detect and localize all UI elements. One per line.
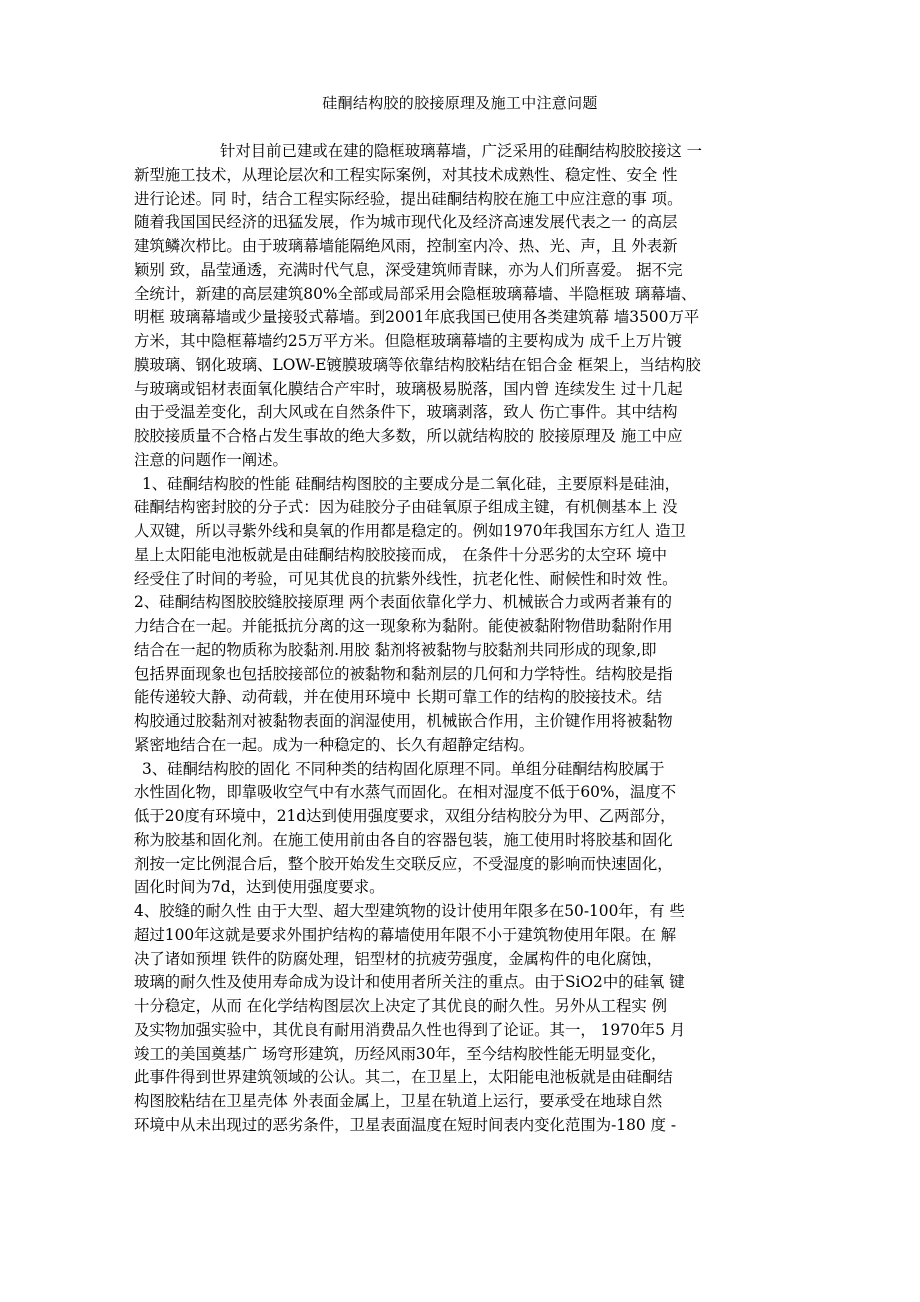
body-line: 环境中从未出现过的恶劣条件，卫星表面温度在短时间表内变化范围为-180 度 - (134, 1115, 677, 1134)
body-line: 针对目前已建或在建的隐框玻璃幕墙，广泛采用的硅酮结构胶胶接这 一 (220, 142, 703, 160)
body-line: 星上太阳能电池板就是由硅酮结构胶胶接而成， 在条件十分恶劣的太空环 境中 (134, 545, 668, 564)
body-line: 进行论述。同 时，结合工程实际经验，提出硅酮结构胶在施工中应注意的事 项。 (134, 189, 683, 208)
body-line: 硅酮结构密封胶的分子式：因为硅胶分子由硅氧原子组成主键，有机侧基本上 没 (134, 498, 678, 517)
body-line: 剂按一定比例混合后，整个胶开始发生交联反应，不受湿度的影响而快速固化， (134, 854, 673, 873)
body-line: 由于受温差变化，刮大风或在自然条件下，玻璃剥落，致人 伤亡事件。其中结构 (134, 403, 678, 422)
body-line: 胶胶接质量不合格占发生事故的绝大多数，所以就结构胶的 胶接原理及 施工中应 (134, 427, 683, 445)
body-line: 注意的问题作一阐述。 (134, 450, 288, 469)
body-line: 全统计，新建的高层建筑80%全部或局部采用会隐框玻璃幕墙、半隐框玻 璃幕墙、 (134, 284, 697, 303)
body-line: 水性固化物，即靠吸收空气中有水蒸气而固化。在相对湿度不低于60%，温度不 (134, 783, 677, 802)
document-body (134, 140, 794, 1138)
body-line: 称为胶基和固化剂。在施工使用前由各自的容器包装，施工使用时将胶基和固化 (134, 830, 673, 849)
body-line: 建筑鳞次栉比。由于玻璃幕墙能隔绝风雨，控制室内冷、热、光、声，且 外表新 (134, 237, 678, 255)
body-line: 与玻璃或铝材表面氧化膜结合产牢时，玻璃极易脱落，国内曾 连续发生 过十几起 (134, 379, 683, 398)
body-line: 4、胶缝的耐久性 由于大型、超大型建筑物的设计使用年限多在50-100年，有 些 (134, 902, 685, 920)
body-line: 1、硅酮结构胶的性能 硅酮结构图胶的主要成分是二氧化硅，主要原料是硅油， (142, 474, 680, 493)
body-line: 结合在一起的物质称为胶黏剂.用胶 黏剂将被黏物与胶黏剂共同形成的现象,即 (134, 640, 657, 659)
body-line: 人双键，所以寻紫外线和臭氧的作用都是稳定的。例如1970年我国东方红人 造卫 (134, 522, 686, 540)
body-line: 明框 玻璃幕墙或少量接驳式幕墙。到2001年底我国已使用各类建筑幕 墙3500万平 (134, 308, 700, 327)
document-title: 硅酮结构胶的胶接原理及施工中注意问题 (322, 94, 598, 112)
body-line: 超过100年这就是要求外围护结构的幕墙使用年限不小于建筑物使用年限。在 解 (134, 925, 677, 944)
body-line: 方米，其中隐框幕墙约25万平方米。但隐框玻璃幕墙的主要构成为 成千上万片镀 (134, 332, 682, 350)
body-line: 力结合在一起。并能抵抗分离的这一现象称为黏附。能使被黏附物借助黏附作用 (134, 617, 673, 635)
body-line: 经受住了时间的考验，可见其优良的抗紫外线性，抗老化性、耐候性和时效 性。 (134, 569, 678, 588)
body-line: 紧密地结合在一起。成为一种稳定的、长久有超静定结构。 (134, 735, 535, 754)
body-line: 此事件得到世界建筑领域的公认。其二，在卫星上，太阳能电池板就是由硅酮结 (134, 1068, 673, 1087)
body-line: 及实物加强实验中，其优良有耐用消费品久性也得到了论证。其一， 1970年5 月 (134, 1020, 686, 1039)
body-line: 构胶通过胶黏剂对被黏物表面的润湿使用，机械嵌合作用，主价键作用将被黏物 (134, 712, 673, 730)
body-line: 颖别 致，晶莹通透，充满时代气息，深受建筑师青睐，亦为人们所喜爱。 据不完 (134, 260, 683, 279)
body-line: 随着我国国民经济的迅猛发展，作为城市现代化及经济高速发展代表之一 的高层 (134, 213, 678, 232)
body-line: 2、硅酮结构图胶胶缝胶接原理 两个表面依靠化学力、机械嵌合力或两者兼有的 (134, 593, 672, 612)
body-line: 3、硅酮结构胶的固化 不同种类的结构固化原理不同。单组分硅酮结构胶属于 (142, 759, 665, 778)
body-line: 竣工的美国奠基广 场穹形建筑，历经风雨30年，至今结构胶性能无明显变化， (134, 1044, 667, 1063)
body-line: 十分稳定，从而 在化学结构图层次上决定了其优良的耐久性。另外从工程实 例 (134, 997, 668, 1015)
body-line: 能传递较大静、动荷载，并在使用环境中 长期可靠工作的结构的胶接技术。结 (134, 688, 663, 707)
body-line: 玻璃的耐久性及使用寿命成为设计和使用者所关注的重点。由于SiO2中的硅氧 键 (134, 973, 685, 992)
body-line: 新型施工技术，从理论层次和工程实际案例，对其技术成熟性、稳定性、安全 性 (134, 165, 678, 184)
body-line: 包括界面现象也包括胶接部位的被黏物和黏剂层的几何和力学特性。结构胶是指 (134, 664, 673, 683)
body-line: 决了诸如预埋 铁件的防腐处理，铝型材的抗疲劳强度，金属构件的电化腐蚀， (134, 949, 663, 968)
body-line: 膜玻璃、钢化玻璃、LOW-E镀膜玻璃等依靠结构胶粘结在铝合金 框架上，当结构胶 (134, 355, 701, 374)
body-line: 构图胶粘结在卫星壳体 外表面金属上，卫星在轨道上运行，要承受在地球自然 (134, 1092, 663, 1110)
body-line: 固化时间为7d，达到使用强度要求。 (134, 878, 385, 897)
body-line: 低于20度有环境中，21d达到使用强度要求，双组分结构胶分为甲、乙两部分， (134, 807, 676, 825)
